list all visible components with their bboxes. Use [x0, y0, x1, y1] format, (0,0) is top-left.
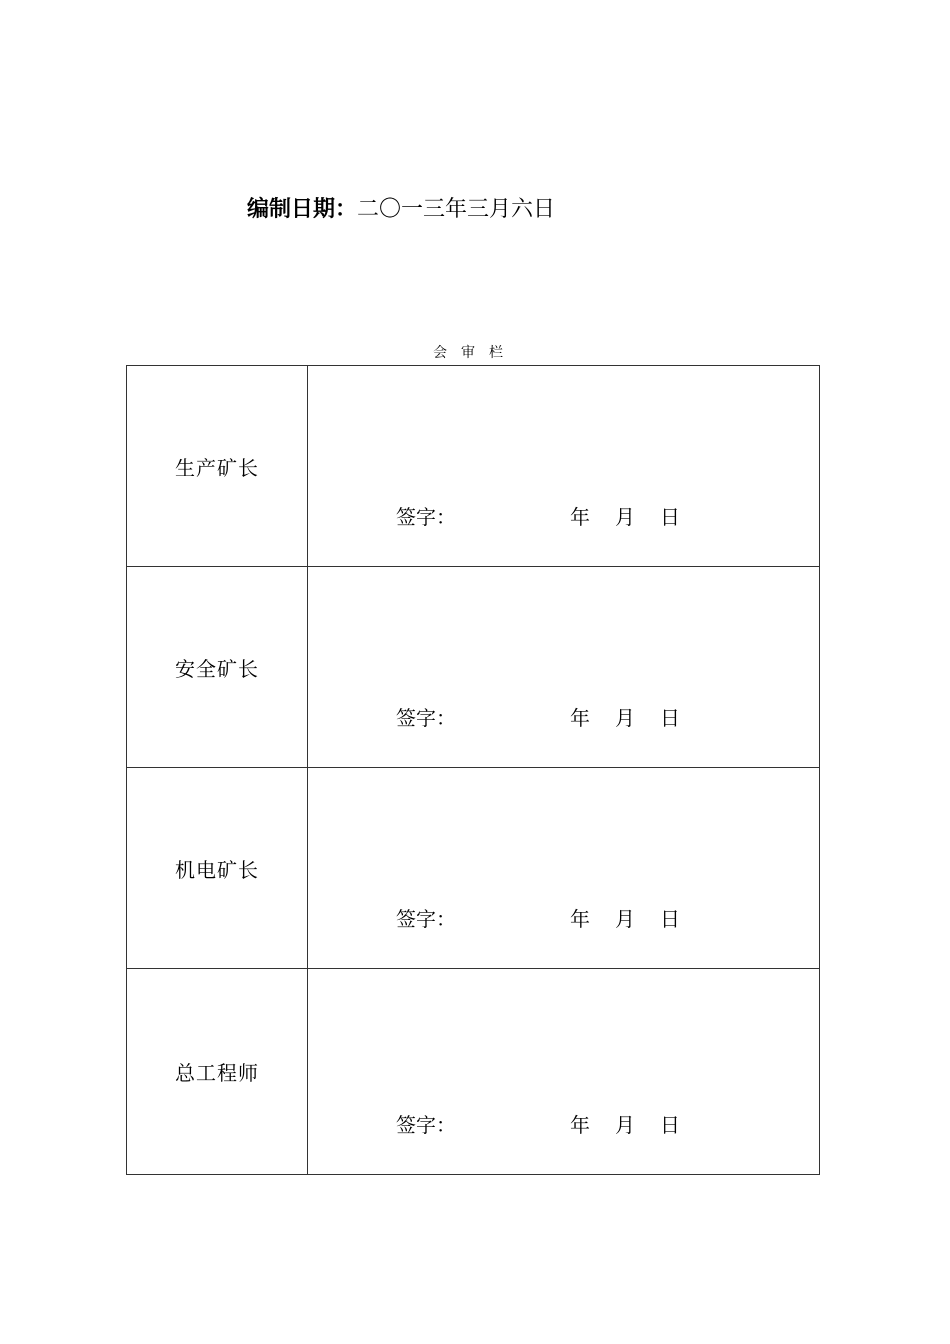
signature-line — [396, 501, 680, 530]
year-label: 年 — [570, 907, 590, 931]
role-cell: 安全矿长 — [127, 567, 308, 768]
review-row-chief-engineer — [127, 969, 820, 1175]
year-label: 年 — [570, 706, 590, 730]
day-label: 日 — [660, 907, 680, 931]
month-label: 月 — [615, 907, 635, 931]
year-label: 年 — [570, 1113, 590, 1137]
review-row-electromechanical — [127, 768, 820, 969]
signature-cell[interactable] — [308, 969, 820, 1175]
signature-label: 签字： — [396, 706, 456, 730]
compile-date-label: 编制日期： — [247, 196, 358, 222]
signature-cell[interactable] — [308, 768, 820, 969]
role-cell: 总工程师 — [127, 969, 308, 1175]
review-row-production — [127, 366, 820, 567]
signature-line — [396, 903, 680, 932]
signature-line — [396, 702, 680, 731]
role-cell: 生产矿长 — [127, 366, 308, 567]
compile-date — [247, 192, 555, 223]
signature-line — [396, 1109, 680, 1138]
signature-cell[interactable] — [308, 567, 820, 768]
signature-label: 签字： — [396, 1113, 456, 1137]
month-label: 月 — [615, 505, 635, 529]
compile-date-value: 二〇一三年三月六日 — [357, 197, 556, 222]
review-table-caption: 会审栏 — [433, 345, 517, 361]
review-row-safety — [127, 567, 820, 768]
signature-label: 签字： — [396, 505, 456, 529]
month-label: 月 — [615, 706, 635, 730]
month-label: 月 — [615, 1113, 635, 1137]
day-label: 日 — [660, 505, 680, 529]
year-label: 年 — [570, 505, 590, 529]
day-label: 日 — [660, 1113, 680, 1137]
signature-label: 签字： — [396, 907, 456, 931]
signature-cell[interactable] — [308, 366, 820, 567]
day-label: 日 — [660, 706, 680, 730]
role-cell: 机电矿长 — [127, 768, 308, 969]
review-table — [126, 365, 820, 1175]
